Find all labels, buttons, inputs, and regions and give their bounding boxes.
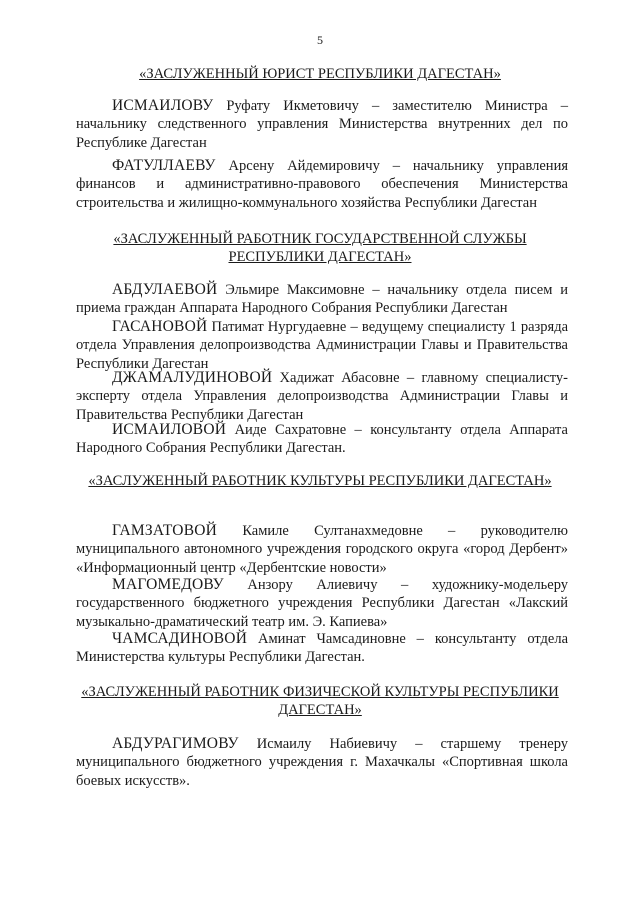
recipient-surname: ИСМАИЛОВУ bbox=[112, 97, 214, 114]
recipient-details: Руфату Икметовичу – заместителю Министра – начальнику следственного управления Министерства внутренних дел по Республике Дагестан bbox=[76, 98, 569, 151]
recipient-details: Эльмире Максимовне – начальнику отдела писем и приема граждан Аппарата Народного Собрания Республики Дагестан bbox=[76, 282, 568, 317]
recipient-surname: АБДУЛАЕВОЙ bbox=[112, 281, 218, 298]
section-heading-lawyer: «ЗАСЛУЖЕННЫЙ ЮРИСТ РЕСПУБЛИКИ ДАГЕСТАН» bbox=[139, 66, 501, 82]
recipient-surname: МАГОМЕДОВУ bbox=[112, 576, 224, 593]
award-entry bbox=[76, 421, 568, 458]
section-heading-physical-culture: «ЗАСЛУЖЕННЫЙ РАБОТНИК ФИЗИЧЕСКОЙ КУЛЬТУРЫ РЕСПУБЛИКИ ДАГЕСТАН» bbox=[81, 684, 559, 718]
recipient-details: Камиле Султанахмедовне – руководителю муниципального автономного учреждения городского округа «город Дербент» «Информационный центр «Дербентские новости» bbox=[76, 523, 568, 576]
section-heading-civil-service: «ЗАСЛУЖЕННЫЙ РАБОТНИК ГОСУДАРСТВЕННОЙ СЛУЖБЫ РЕСПУБЛИКИ ДАГЕСТАН» bbox=[113, 231, 527, 265]
award-entry bbox=[76, 735, 568, 790]
recipient-details: Анзору Алиевичу – художнику-модельеру государственного бюджетного учреждения Республики Дагестан «Лакский музыкально-драматический театр им. Э. Капиева» bbox=[76, 577, 569, 630]
recipient-surname: ИСМАИЛОВОЙ bbox=[112, 421, 227, 438]
award-entry bbox=[76, 97, 568, 152]
recipient-details: Аминат Чамсадиновне – консультанту отдела Министерства культуры Республики Дагестан. bbox=[76, 631, 569, 666]
award-entry bbox=[76, 630, 568, 667]
recipient-details: Исмаилу Набиевичу – старшему тренеру муниципального бюджетного учреждения г. Махачкалы «Спортивная школа боевых искусств». bbox=[76, 736, 569, 789]
recipient-details: Аиде Сахратовне – консультанту отдела Аппарата Народного Собрания Республики Дагестан. bbox=[76, 422, 568, 457]
recipient-details: Патимат Нургудаевне – ведущему специалисту 1 разряда отдела Управления делопроизводства Администрации Главы и Правительства Республики Дагестан bbox=[76, 319, 569, 372]
recipient-surname: ЧАМСАДИНОВОЙ bbox=[112, 630, 248, 647]
recipient-details: Хадижат Абасовне – главному специалисту-эксперту отдела Управления делопроизводства Администрации Главы и Правительства Республики Дагестан bbox=[76, 370, 569, 423]
award-entry bbox=[76, 522, 568, 577]
award-entry bbox=[76, 576, 568, 631]
award-entry bbox=[76, 157, 568, 212]
section-heading-culture: «ЗАСЛУЖЕННЫЙ РАБОТНИК КУЛЬТУРЫ РЕСПУБЛИКИ ДАГЕСТАН» bbox=[88, 473, 552, 489]
award-entry bbox=[76, 281, 568, 318]
recipient-surname: ГАСАНОВОЙ bbox=[112, 318, 208, 335]
recipient-surname: ДЖАМАЛУДИНОВОЙ bbox=[112, 369, 273, 386]
recipient-surname: АБДУРАГИМОВУ bbox=[112, 735, 239, 752]
recipient-surname: ГАМЗАТОВОЙ bbox=[112, 522, 218, 539]
award-entry bbox=[76, 318, 568, 373]
recipient-details: Арсену Айдемировичу – начальнику управления финансов и административно-правового обеспечения Министерства строительства и жилищно-коммунального хозяйства Республики Дагестан bbox=[76, 158, 568, 211]
recipient-surname: ФАТУЛЛАЕВУ bbox=[112, 157, 216, 174]
page-number: 5 bbox=[317, 33, 323, 47]
award-entry bbox=[76, 369, 568, 424]
